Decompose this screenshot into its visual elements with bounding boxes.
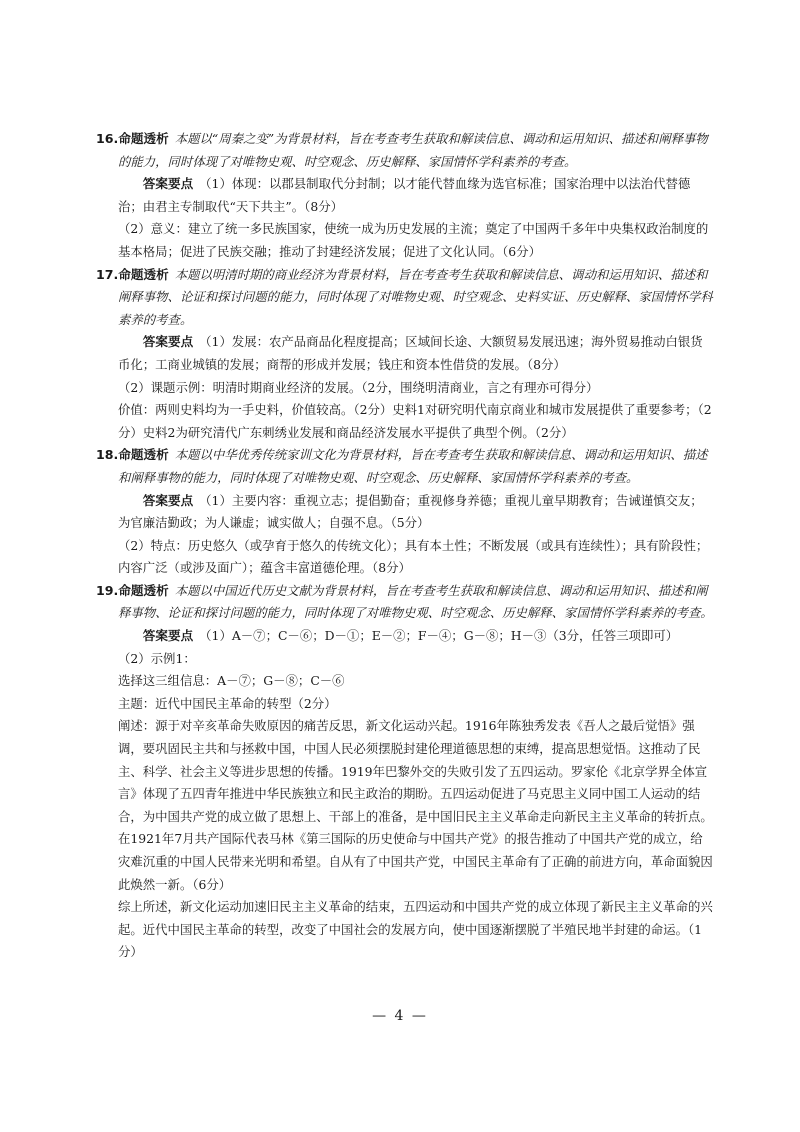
answer-paragraph — [118, 625, 714, 648]
answer-paragraph — [118, 331, 714, 376]
question-18 — [96, 444, 714, 580]
answer-paragraph: （2）示例1： — [118, 650, 196, 666]
analysis-label: 命题透析 — [118, 266, 169, 282]
analysis-text: 本题以中华优秀传统家训文化为背景材料，旨在考查考生获取和解读信息、调动和运用知识、描述和阐释事物的能力，同时体现了对唯物史观、时空观念、历史解释、家国情怀学科素养的考查。 — [118, 447, 708, 485]
question-number: 17. — [96, 266, 119, 282]
answer-paragraph: 选择这三组信息：A－⑦；G－⑧；C－⑥ — [118, 673, 345, 689]
analysis-label: 命题透析 — [118, 131, 169, 146]
answer-text: （1）体现：以郡县制取代分封制；以才能代替血缘为选官标准；国家治理中以法治代替德治；由君主专制取代“天下共主”。（8分） — [118, 176, 691, 214]
answer-text: （1）主要内容：重视立志；提倡勤奋；重视修身养德；重视儿童早期教育；告诫谨慎交友；为官廉洁勤政；为人谦虚；诚实做人；自强不息。（5分） — [118, 492, 703, 531]
analysis-text: 本题以“周秦之变”为背景材料，旨在考查考生获取和解读信息、调动和运用知识、描述和阐释事物的能力，同时体现了对唯物史观、时空观念、历史解释、家国情怀学科素养的考查。 — [118, 131, 708, 169]
question-16-analysis — [96, 128, 714, 173]
analysis-text: 本题以中国近代历史文献为背景材料，旨在考查考生获取和解读信息、调动和运用知识、描述和阐释事物、论证和探讨问题的能力，同时体现了对唯物史观、时空观念、历史解释、家国情怀学科素养的考查。 — [118, 582, 713, 621]
answer-key-content — [96, 128, 714, 964]
answer-paragraph — [118, 173, 714, 218]
answer-label: 答案要点 — [142, 492, 194, 508]
question-19-analysis — [96, 580, 714, 625]
question-19 — [96, 580, 714, 964]
answer-paragraph: 综上所述，新文化运动加速旧民主主义革命的结束，五四运动和中国共产党的成立体现了新民主主义革命的兴起。近代中国民主革命的转型，改变了中国社会的发展方向，使中国逐渐摆脱了半殖民地半封建的命运。（1分） — [118, 899, 713, 960]
answer-label: 答案要点 — [142, 628, 194, 644]
question-18-analysis — [96, 444, 714, 489]
answer-paragraph: （2）课题示例：明清时期商业经济的发展。（2分，围绕明清商业，言之有理亦可得分） — [118, 379, 599, 395]
question-17-analysis — [96, 264, 714, 332]
answer-paragraph: 阐述：源于对辛亥革命失败原因的痛苦反思，新文化运动兴起。1916年陈独秀发表《吾人之最后觉悟》强调，要巩固民主共和与拯救中国，中国人民必须摆脱封建伦理道德思想的束缚，提高思想觉悟。这推动了民主、科学、社会主义等进步思想的传播。1919年巴黎外交的失败引发了五四运动。罗家伦《北京学界全体宣言》体现了五四青年推进中华民族独立和民主政治的期盼。五四运动促进了马克思主义同中国工人运动的结合，为中国共产党的成立做了思想上、干部上的准备，是中国旧民主主义革命走向新民主主义革命的转折点。在1921年7月共产国际代表马林《第三国际的历史使命与中国共产党》的报告推动了中国共产党的成立，给灾难沉重的中国人民带来光明和希望。自从有了中国共产党，中国民主革命有了正确的前进方向，革命面貌因此焕然一新。（6分） — [118, 718, 713, 892]
answer-text: （1）发展：农产品商品化程度提高；区域间长途、大额贸易发展迅速；海外贸易推动白银货币化；工商业城镇的发展；商帮的形成并发展；钱庄和资本性借贷的发展。（8分） — [118, 334, 703, 372]
question-number: 18. — [96, 447, 119, 463]
question-number: 16. — [96, 131, 119, 146]
answer-label: 答案要点 — [142, 334, 194, 350]
answer-paragraph — [118, 490, 714, 535]
question-17 — [96, 264, 714, 445]
analysis-text: 本题以明清时期的商业经济为背景材料，旨在考查考生获取和解读信息、调动和运用知识、描述和阐释事物、论证和探讨问题的能力，同时体现了对唯物史观、时空观念、史料实证、历史解释、家国情怀学科素养的考查。 — [118, 266, 713, 327]
analysis-label: 命题透析 — [118, 447, 169, 463]
answer-label: 答案要点 — [142, 176, 194, 192]
question-16 — [96, 128, 714, 264]
analysis-label: 命题透析 — [118, 582, 169, 598]
answer-paragraph: （2）意义：建立了统一多民族国家，使统一成为历史发展的主流；奠定了中国两千多年中央集权政治制度的基本格局；促进了民族交融；推动了封建经济发展；促进了文化认同。（6分） — [118, 221, 709, 259]
answer-text: （1）A－⑦；C－⑥；D－①；E－②；F－④；G－⑧；H－③（3分，任答三项即可） — [199, 628, 679, 644]
answer-paragraph: （2）特点：历史悠久（或孕育于悠久的传统文化）；具有本土性；不断发展（或具有连续性）；具有阶段性；内容广泛（或涉及面广）；蕴含丰富道德伦理。（8分） — [118, 537, 709, 576]
page-number: — 4 — — [372, 1008, 428, 1024]
answer-paragraph: 价值：两则史料均为一手史料，价值较高。（2分）史料1对研究明代南京商业和城市发展提供了重要参考；（2分）史料2为研究清代广东刺绣业发展和商品经济发展水平提供了典型个例。（2分） — [118, 402, 712, 440]
answer-paragraph: 主题：近代中国民主革命的转型（2分） — [118, 695, 337, 711]
question-number: 19. — [96, 582, 119, 598]
